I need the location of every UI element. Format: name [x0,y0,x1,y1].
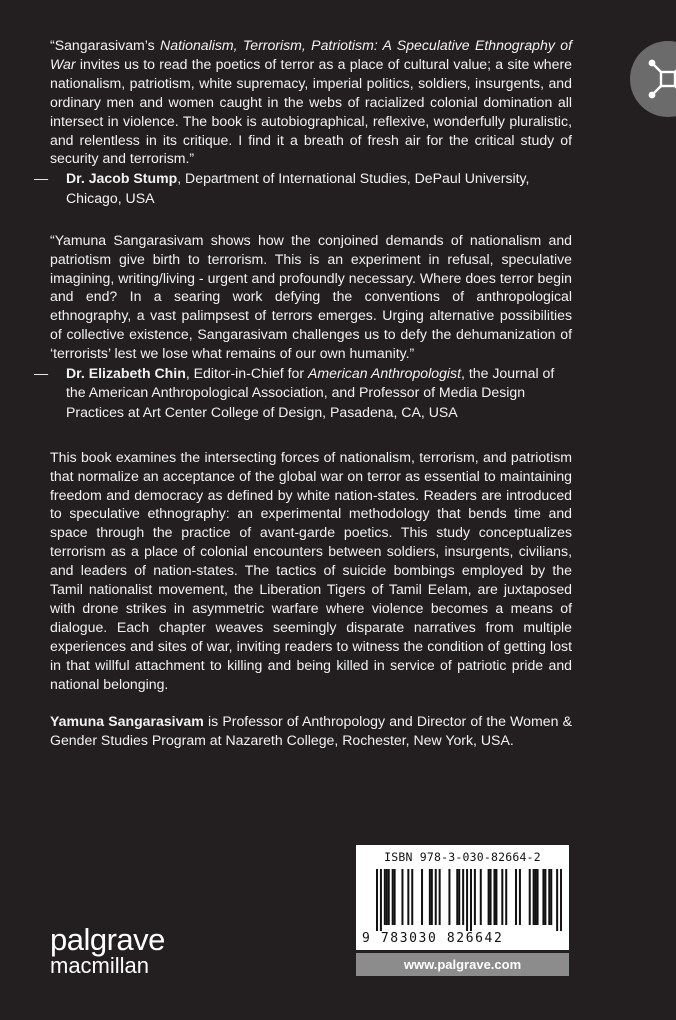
endorsement-quote-stump [50,36,572,168]
network-icon [644,55,676,103]
barcode-bar [448,869,450,925]
barcode-bar [466,869,468,931]
author-name: Yamuna Sangarasivam [50,713,204,730]
endorser-affiliation: , Editor-in-Chief for [185,365,308,382]
barcode-bar [470,869,472,931]
barcode-bar [380,869,382,931]
barcode-bar [537,869,539,925]
em-dash: — [34,365,49,382]
barcode-digits: 9 783030 826642 [362,931,504,946]
barcode-bar [490,869,492,925]
em-dash: — [34,170,49,187]
publisher-url[interactable]: www.palgrave.com [356,953,569,976]
barcode-bar [435,869,437,925]
barcode-bar [386,869,388,925]
barcode-bar [462,869,464,925]
barcode-bar [431,869,433,925]
barcode-bar [458,869,460,925]
barcode-bar [394,869,396,925]
quote-open: “Sangarasivam’s [50,37,161,53]
barcode-bar [384,869,386,925]
barcode-bar [519,869,521,925]
back-cover-text [34,36,573,750]
barcode-bar [392,869,394,925]
barcode-bar [505,869,507,925]
logo-line-macmillan: macmillan [50,953,150,978]
barcode-bar [480,869,482,925]
barcode-bar [550,869,552,925]
barcode-bar [535,869,537,925]
barcode-bar [456,869,458,925]
barcode-bar [388,869,390,925]
isbn-barcode-block [356,845,569,976]
author-bio-text: is Professor of Anthropology and Director of the Women & Gender Studies Program at Nazareth College, Rochester, New York, USA. [50,713,573,749]
endorser-name: Dr. Elizabeth Chin [66,365,186,382]
endorsement-attribution-chin [34,364,572,422]
logo-line-palgrave: palgrave [50,922,165,957]
barcode-panel [356,845,569,950]
barcode-bar [493,869,495,925]
barcode-bar [376,869,378,931]
quote-body: invites us to read the poetics of terror as a place of cultural value; a site where nationalism, patriotism, white supremacy, imperial politics, soldiers, insurgents, and ordinary men and women caught in the webs of racialized colonial domination all intersect in violence. The book is autobiographical, reflexive, wonderfully pluralistic, and relentless in its critique. I find it a breath of fresh air for the critical study of security and terrorism.” [50,55,572,167]
journal-title-italic: American Anthropologist [308,365,462,382]
endorser-affiliation: , Department of International Studies, DePaul University, Chicago, USA [66,170,530,206]
barcode-bar [533,869,535,925]
palgrave-macmillan-logo [50,922,165,978]
barcode-bar [529,869,531,925]
barcode-bar [542,869,544,925]
barcode-bar [560,869,562,931]
endorser-name: Dr. Jacob Stump [66,170,178,187]
barcode-bar [544,869,546,925]
endorsement-attribution-stump [34,169,572,207]
barcode-bar [401,869,403,925]
springer-link-badge-icon [630,41,676,117]
book-description: This book examines the intersecting forces of nationalism, terrorism, and patriotism that normalize an acceptance of the global war on terror as essential to maintaining freedom and democracy as defined by white nation-states. Readers are introduced to speculative ethnography: an experimental methodology that bends time and space through the practice of avant-garde poetics. This study conceptualizes terrorism as a place of colonial encounters between soldiers, insurgents, civilians, and leaders of nation-states. The tactics of suicide bombings employed by the Tamil nationalist movement, the Liberation Tigers of Tamil Eelam, are juxtaposed with drone strikes in asymmetric warfare where violence becomes a means of dialogue. Each chapter weaves seemingly disparate narratives from multiple experiences and sites of war, inviting readers to witness the condition of getting lost in that willful attachment to killing and being killed in service of patriotic pride and national belonging. [50,448,572,692]
endorser-affiliation-cont: , the Journal of the American Anthropological Association, and Professor of Media Design Practices at Art Center College of Design, Pasadena, CA, USA [66,365,555,420]
barcode-bar [515,869,517,925]
barcode-bar [439,869,441,925]
barcode-bars [376,869,562,931]
barcode-bar [411,869,413,925]
quote-body: “Yamuna Sangarasivam shows how the conjoined demands of nationalism and patriotism give birth to terrorism. This is an experiment in refusal, speculative imagining, writing/living - urgent and profoundly necessary. Where does terror begin and end? In a searing work defying the conventions of anthropological ethnography, a vast palimpsest of terrors emerges. Urging alternative possibilities of collective existence, Sangarasivam challenges us to defy the dehumanization of ‘terrorists’ lest we lose what remains of our own humanity.” [50,231,572,362]
barcode-bar [474,869,476,925]
endorsement-quote-chin [50,231,572,363]
barcode-bar [501,869,503,925]
barcode-bar [421,869,423,925]
barcode-bar [556,869,558,931]
barcode-bar [488,869,490,925]
barcode-bar [407,869,409,925]
author-bio [50,712,572,750]
book-title-italic: Nationalism, Terrorism, Patriotism: A Speculative Ethnography of War [50,37,572,72]
isbn-label: ISBN 978-3-030-82664-2 [384,850,541,864]
barcode-bar [495,869,497,925]
barcode-bar [548,869,550,925]
barcode-bar [429,869,431,925]
